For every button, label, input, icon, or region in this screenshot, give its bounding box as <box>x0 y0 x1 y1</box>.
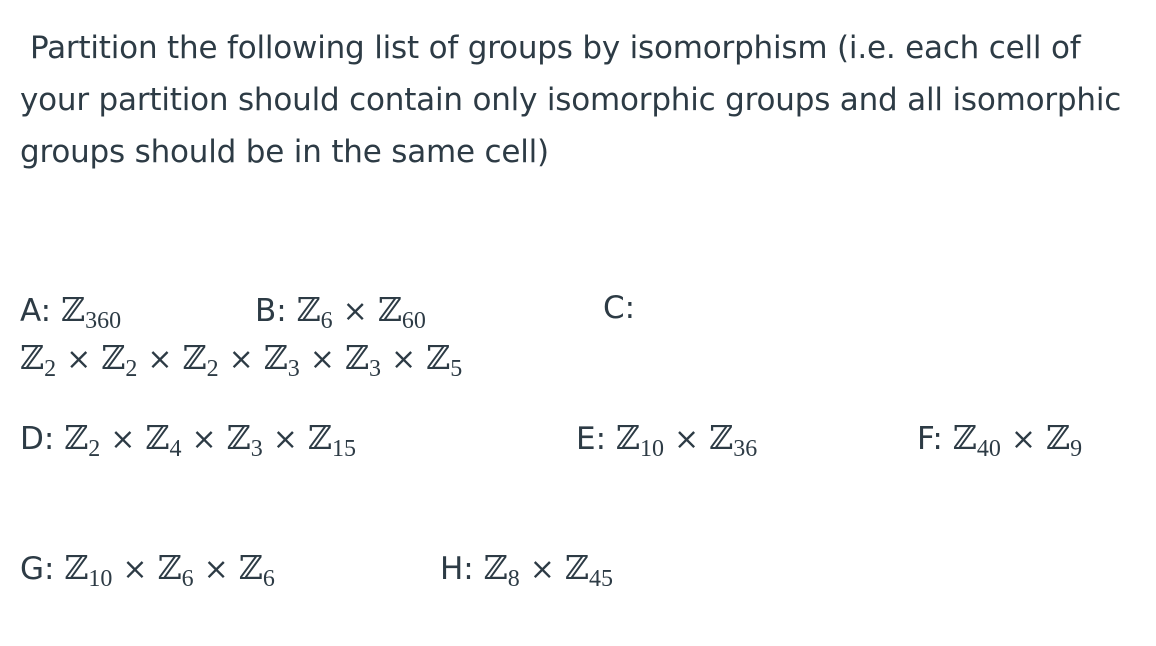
group-b-expression: ℤ$_6$ × ℤ$_{60}$ <box>296 290 426 334</box>
question-text <box>20 22 1130 178</box>
question-line-1: Partition the following list of groups by isomorphism (i.e. each cell of <box>30 30 1081 66</box>
group-c <box>603 288 635 328</box>
group-b-label: B: <box>255 293 287 329</box>
group-h-label: H: <box>440 551 474 587</box>
group-h-expression: ℤ$_8$ × ℤ$_{45}$ <box>483 548 613 592</box>
group-e-expression: ℤ$_{10}$ × ℤ$_{36}$ <box>615 418 758 462</box>
group-c-label: C: <box>603 290 636 326</box>
group-a-label: A: <box>20 293 52 329</box>
group-a <box>20 290 121 334</box>
group-f <box>917 418 1082 462</box>
group-g <box>20 548 275 592</box>
group-h <box>440 548 613 592</box>
group-d <box>20 418 356 462</box>
group-g-label: G: <box>20 551 55 587</box>
group-c-expression: ℤ$_2$ × ℤ$_2$ × ℤ$_2$ × ℤ$_3$ × ℤ$_3$ × ℤ$_5$ <box>20 338 463 382</box>
group-d-expression: ℤ$_2$ × ℤ$_4$ × ℤ$_3$ × ℤ$_{15}$ <box>64 418 356 462</box>
group-e <box>576 418 757 462</box>
group-g-expression: ℤ$_{10}$ × ℤ$_6$ × ℤ$_6$ <box>64 548 275 592</box>
group-e-label: E: <box>576 421 607 457</box>
group-b <box>255 290 426 334</box>
question-line-2: your partition should contain only isomorphic groups and all isomorphic <box>20 82 1122 118</box>
group-f-label: F: <box>917 421 943 457</box>
group-d-label: D: <box>20 421 55 457</box>
group-a-expression: ℤ$_{360}$ <box>60 290 122 334</box>
group-f-expression: ℤ$_{40}$ × ℤ$_9$ <box>952 418 1083 462</box>
question-line-3: groups should be in the same cell) <box>20 134 549 170</box>
